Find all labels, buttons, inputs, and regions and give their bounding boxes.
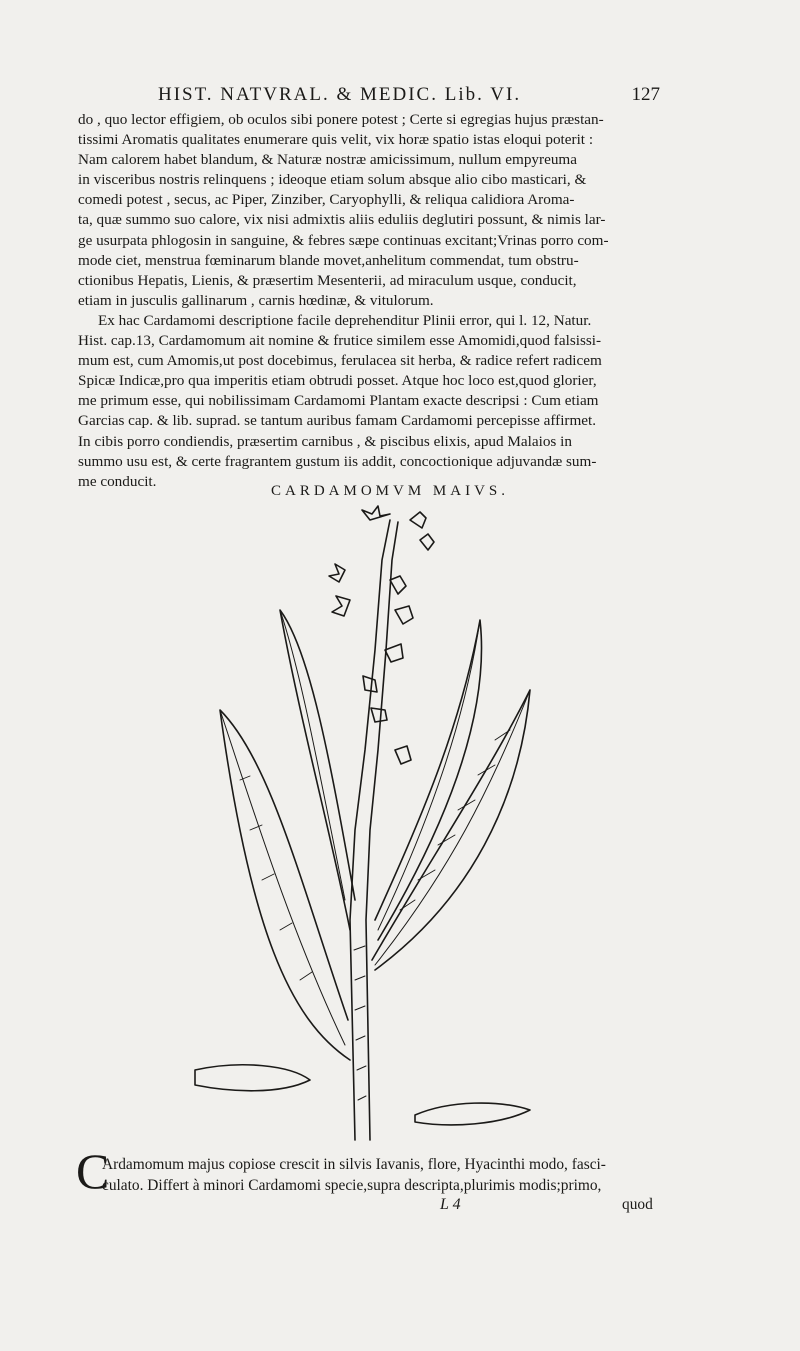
running-head	[150, 84, 660, 110]
text-line: ctionibus Hepatis, Lienis, & præsertim Mesenterii, ad miraculum usque, conducit,	[78, 271, 577, 289]
body-text	[78, 110, 658, 492]
text-line: do , quo lector effigiem, ob oculos sibi ponere potest ; Certe si egregias hujus præstan-	[78, 111, 604, 128]
text-line: culato. Differt à minori Cardamomi specie,supra descripta,plurimis modis;primo,	[102, 1177, 602, 1194]
catchword: quod	[622, 1196, 653, 1213]
text-line: In cibis porro condiendis, præsertim carnibus , & piscibus elixis, apud Malaios in	[78, 432, 572, 450]
text-line: comedi potest , secus, ac Piper, Zinziber, Caryophylli, & reliqua calidiora Aroma-	[78, 191, 575, 209]
bottom-text	[78, 1154, 668, 1196]
drop-cap: C	[76, 1143, 110, 1199]
text-line: in visceribus nostris relinquens ; ideoque etiam solum absque alio cibo masticari, &	[78, 171, 587, 189]
root-fragment	[415, 1103, 530, 1125]
text-line: etiam in jusculis gallinarum , carnis hœdinæ, & vitulorum.	[78, 291, 434, 309]
text-line: Garcias cap. & lib. suprad. se tantum auribus famam Cardamomi percepisse affirmet.	[78, 412, 597, 430]
text-line: me primum esse, qui nobilissimam Cardamomi Plantam exacte descripsi : Cum etiam	[78, 392, 599, 410]
text-line: mode ciet, menstrua fœminarum blande movet,anhelitum commendat, tum obstru-	[78, 251, 579, 269]
text-line: summo usu est, & certe fragrantem gustum iis addit, concoctionique adjuvandæ sum-	[78, 452, 597, 470]
text-line: tissimi Aromatis qualitates enumerare quis velit, vix horæ spatio istas eloqui poterit :	[78, 131, 594, 149]
text-line: Spicæ Indicæ,pro qua imperitis etiam obtrudi posset. Atque hoc loco est,quod glorier,	[78, 372, 597, 390]
text-line: mum est, cum Amomis,ut post docebimus, ferulacea sit herba, & radice refert radicem	[78, 352, 602, 370]
text-line: ge usurpata phlogosin in sanguine, & febres sæpe continuas excitant;Vrinas porro com-	[78, 231, 609, 249]
leaf	[280, 610, 355, 930]
page-number: 127	[631, 84, 660, 105]
root-fragment	[195, 1065, 310, 1091]
text-line: Nam calorem habet blandum, & Naturæ nostræ amicissimum, nullum empyreuma	[78, 151, 577, 169]
flower-cluster	[329, 506, 434, 764]
signature-mark: L 4	[440, 1196, 461, 1213]
running-title: HIST. NATVRAL. & MEDIC. Lib. VI.	[158, 84, 522, 105]
text-line: Ardamomum majus copiose crescit in silvis Iavanis, flore, Hyacinthi modo, fasci-	[102, 1156, 606, 1173]
paragraph-start: Ex hac Cardamomi descriptione facile deprehenditur Plinii error, qui l. 12, Natur.	[98, 311, 592, 329]
plant-illustration	[150, 500, 570, 1150]
leaf	[220, 710, 350, 1060]
text-line: ta, quæ summo suo calore, vix nisi admixtis aliis eduliis deglutiri possunt, & nimis lar-	[78, 211, 606, 229]
figure-caption: CARDAMOMVM MAIVS.	[270, 483, 510, 499]
text-line: me conducit.	[78, 472, 157, 490]
text-line: Hist. cap.13, Cardamomum ait nomine & frutice similem esse Amomidi,quod falsissi-	[78, 332, 602, 350]
